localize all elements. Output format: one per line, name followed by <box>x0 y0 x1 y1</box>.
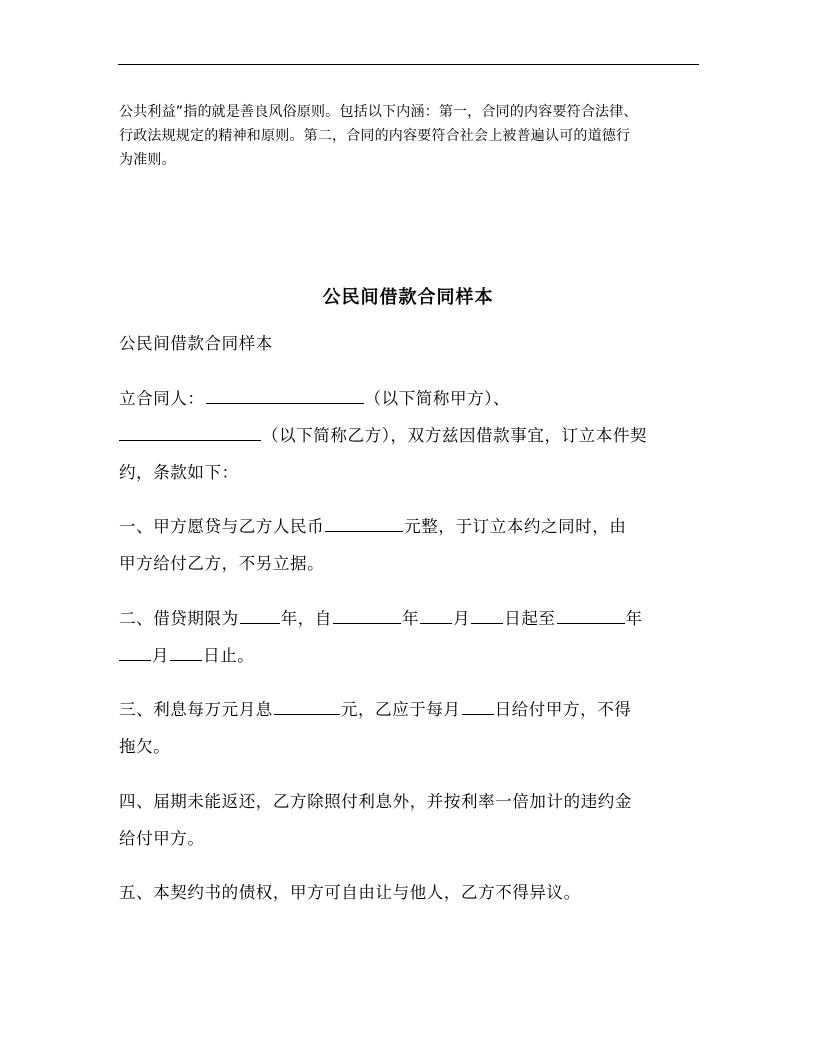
pay-day-blank <box>462 698 494 715</box>
parties-line-3: 约，条款如下： <box>119 463 239 482</box>
clause-4-line-2: 给付甲方。 <box>119 829 205 848</box>
clause-3-text: 日给付甲方，不得 <box>494 700 632 719</box>
party-b-blank <box>119 424 261 441</box>
parties-label: 立合同人： <box>119 389 205 408</box>
header-rule <box>118 64 699 65</box>
start-day-blank <box>471 607 503 624</box>
party-b-note: （以下简称乙方），双方兹因借款事宜，订立本件契 <box>262 426 648 445</box>
clause-1-text: 元整，于订立本约之同时，由 <box>404 517 627 536</box>
clause-2-line-2 <box>119 643 719 669</box>
start-month-blank <box>420 607 452 624</box>
clause-1-line-1 <box>119 514 719 540</box>
interest-blank <box>274 698 340 715</box>
party-a-note: （以下简称甲方）、 <box>364 389 511 408</box>
term-years-blank <box>240 607 280 624</box>
parties-line-2 <box>119 423 719 449</box>
clause-2-text: 月 <box>152 646 170 665</box>
clause-4-line-1: 四、届期未能返还，乙方除照付利息外，并按利率一倍加计的违约金 <box>119 792 632 811</box>
end-month-blank <box>119 644 151 661</box>
document-title: 公民间借款合同样本 <box>322 287 494 308</box>
clause-2-line-1 <box>119 606 719 632</box>
document-subtitle: 公民间借款合同样本 <box>119 334 273 353</box>
clause-2-text: 日起至 <box>504 609 556 628</box>
end-day-blank <box>170 644 202 661</box>
clause-2-text: 日止。 <box>203 646 255 665</box>
end-year-blank <box>557 607 625 624</box>
clause-3-text: 元，乙应于每月 <box>340 700 461 719</box>
intro-paragraph <box>119 100 705 172</box>
clause-1-line-2: 甲方给付乙方，不另立据。 <box>119 554 325 573</box>
clause-5-line-1: 五、本契约书的债权，甲方可自由让与他人，乙方不得异议。 <box>119 883 581 902</box>
amount-blank <box>325 515 403 532</box>
clause-2-text: 二、借贷期限为 <box>119 609 239 628</box>
start-year-blank <box>333 607 401 624</box>
clause-2-text: 年 <box>625 609 643 628</box>
clause-3-line-1 <box>119 697 719 723</box>
intro-line: 公共利益”指的就是善良风俗原则。包括以下内涵：第一，合同的内容要符合法律、 <box>119 104 638 120</box>
clause-2-text: 月 <box>453 609 471 628</box>
clause-3-line-2: 拖欠。 <box>119 737 171 756</box>
intro-line: 行政法规规定的精神和原则。第二，合同的内容要符合社会上被普遍认可的道德行 <box>119 128 631 144</box>
party-a-blank <box>206 387 364 404</box>
clause-2-text: 年 <box>402 609 420 628</box>
clause-1-text: 一、甲方愿贷与乙方人民币 <box>119 517 325 536</box>
clause-3-text: 三、利息每万元月息 <box>119 700 273 719</box>
clause-2-text: 年，自 <box>280 609 333 628</box>
parties-line-1 <box>119 386 719 412</box>
intro-line: 为准则。 <box>119 152 176 168</box>
